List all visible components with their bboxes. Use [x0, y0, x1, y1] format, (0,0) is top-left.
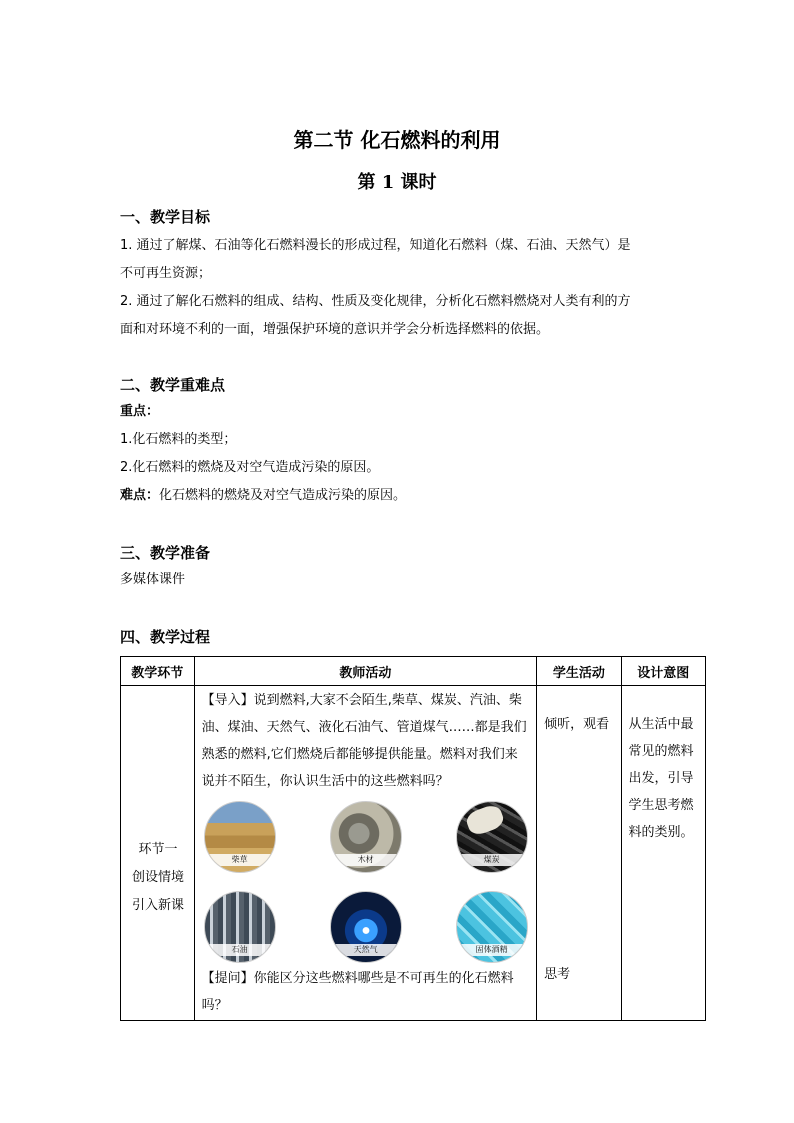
header-segment: 教学环节 — [121, 657, 195, 686]
question-tag: 【提问】 — [201, 971, 254, 986]
key-point-2: 2.化石燃料的燃烧及对空气造成污染的原因。 — [120, 460, 380, 475]
difficulty-label: 难点： — [120, 488, 160, 503]
question-text: 你能区分这些燃料哪些是不可再生的化石燃料吗？ — [201, 971, 514, 1013]
section2-heading: 二、教学重难点 — [120, 376, 226, 394]
design-intent-text: 从生活中最常见的燃料出发，引导学生思考燃料的类别。 — [628, 717, 694, 840]
segment-line-3: 引入新课 — [131, 898, 184, 913]
table-header-row — [121, 657, 706, 686]
intro-text: 说到燃料,大家不会陌生,柴草、煤炭、汽油、柴油、煤油、天然气、液化石油气、管道煤气……都是我们熟悉的燃料,它们燃烧后都能够提供能量。燃料对我们来说并不陌生，你认识生活中的这些燃料吗？ — [201, 693, 527, 789]
straw-image: 柴草 — [204, 801, 276, 873]
header-student: 学生活动 — [537, 657, 621, 686]
section3-text: 多媒体课件 — [120, 572, 186, 587]
student-activity-1: 倾听，观看 — [544, 717, 610, 732]
segment-line-1: 环节一 — [138, 842, 178, 857]
difficulty-line — [120, 482, 680, 510]
goal1-line2: 不可再生资源； — [120, 266, 212, 281]
process-table — [120, 656, 706, 1021]
natural-gas-image: 天然气 — [330, 891, 402, 963]
goal2-line2: 面和对环境不利的一面，增强保护环境的意识并学会分析选择燃料的依据。 — [120, 322, 550, 337]
segment-line-2: 创设情境 — [131, 870, 184, 885]
teacher-question — [196, 965, 536, 1019]
wood-image: 木材 — [330, 801, 402, 873]
petroleum-image: 石油 — [204, 891, 276, 963]
section3-heading: 三、教学准备 — [120, 544, 211, 562]
fuel-image-grid — [204, 801, 536, 963]
intro-tag: 【导入】 — [201, 693, 254, 708]
coal-image: 煤炭 — [456, 801, 528, 873]
goal1-line1: 1. 通过了解煤、石油等化石燃料漫长的形成过程，知道化石燃料（煤、石油、天然气）是 — [120, 238, 631, 253]
header-intent: 设计意图 — [621, 657, 705, 686]
page-title: 第二节 化石燃料的利用 — [293, 128, 501, 152]
table-row — [121, 686, 706, 1021]
design-intent-cell — [621, 686, 705, 1021]
student-activity-2: 思考 — [544, 967, 571, 982]
student-activity-cell — [537, 686, 621, 1021]
section1-heading: 一、教学目标 — [120, 208, 211, 226]
key-points-label: 重点： — [120, 404, 160, 419]
teacher-intro — [196, 687, 536, 795]
section4-heading: 四、教学过程 — [120, 628, 211, 646]
section2-body — [120, 398, 680, 510]
segment-cell — [121, 686, 195, 1021]
teacher-activity-cell — [194, 686, 537, 1021]
difficulty-text: 化石燃料的燃烧及对空气造成污染的原因。 — [159, 488, 407, 503]
header-teacher: 教师活动 — [194, 657, 537, 686]
solid-alcohol-image: 固体酒精 — [456, 891, 528, 963]
goal2-line1: 2. 通过了解化石燃料的组成、结构、性质及变化规律，分析化石燃料燃烧对人类有利的方 — [120, 294, 631, 309]
page-subtitle: 第 1 课时 — [357, 172, 437, 193]
section1-body — [120, 232, 680, 344]
key-point-1: 1.化石燃料的类型； — [120, 432, 237, 447]
